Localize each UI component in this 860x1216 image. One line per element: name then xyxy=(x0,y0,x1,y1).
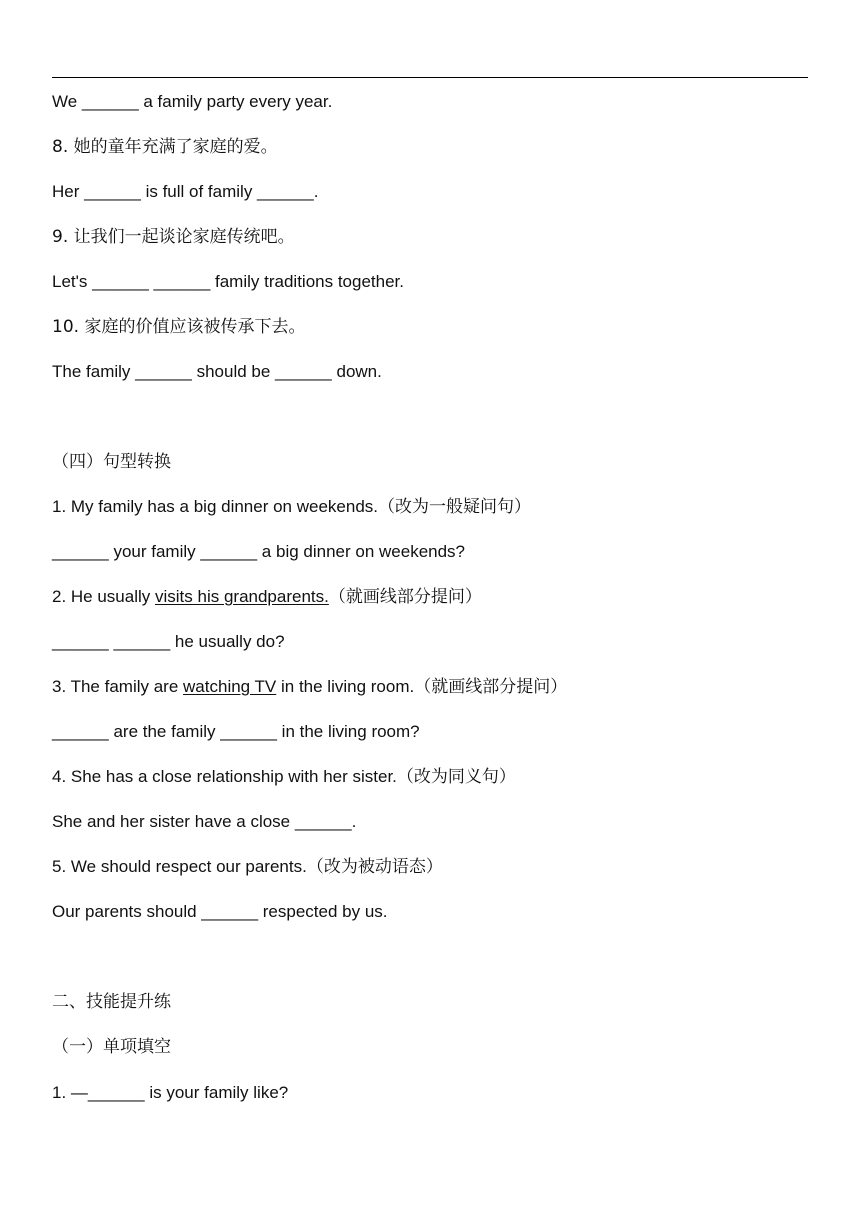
transform-q3-prompt xyxy=(52,675,567,699)
transform-q4-answer-line: She and her sister have a close ______. xyxy=(52,812,357,831)
transform-q3-underlined: watching TV xyxy=(183,677,277,696)
transform-q1-answer-line: ______ your family ______ a big dinner on weekends? xyxy=(52,542,466,561)
transform-q2-underlined: visits his grandparents. xyxy=(155,587,329,606)
transform-q2-instruction: （就画线部分提问） xyxy=(328,587,482,606)
section-four-heading: （四）句型转换 xyxy=(52,452,171,472)
transform-q3-instruction: in the living room.（就画线部分提问） xyxy=(276,677,568,696)
q7-answer-line: We ______ a family party every year. xyxy=(52,92,333,111)
q9-prompt: 9. 让我们一起谈论家庭传统吧。 xyxy=(52,227,295,247)
transform-q5-prompt: 5. We should respect our parents.（改为被动语态） xyxy=(52,857,443,876)
header-rule xyxy=(52,77,808,78)
q10-answer-line: The family ______ should be ______ down. xyxy=(52,362,382,381)
transform-q2-text: 2. He usually xyxy=(52,587,155,606)
transform-q3-text: 3. The family are xyxy=(52,677,184,696)
q8-prompt: 8. 她的童年充满了家庭的爱。 xyxy=(52,137,278,157)
transform-q2-answer-line: ______ ______ he usually do? xyxy=(52,632,285,651)
choice-q1-prompt: 1. —______ is your family like? xyxy=(52,1083,289,1102)
q8-answer-line: Her ______ is full of family ______. xyxy=(52,182,319,201)
transform-q3-answer-line: ______ are the family ______ in the living room? xyxy=(52,722,420,741)
transform-q1-prompt: 1. My family has a big dinner on weekends.（改为一般疑问句） xyxy=(52,497,532,516)
q10-prompt: 10. 家庭的价值应该被传承下去。 xyxy=(52,317,306,337)
section-two-heading: 二、技能提升练 xyxy=(52,992,171,1012)
transform-q5-answer-line: Our parents should ______ respected by us. xyxy=(52,902,388,921)
transform-q2-prompt xyxy=(52,585,482,609)
subsection-one-heading: （一）单项填空 xyxy=(52,1037,171,1057)
q9-answer-line: Let's ______ ______ family traditions together. xyxy=(52,272,404,291)
transform-q4-prompt: 4. She has a close relationship with her sister.（改为同义句） xyxy=(52,767,516,786)
